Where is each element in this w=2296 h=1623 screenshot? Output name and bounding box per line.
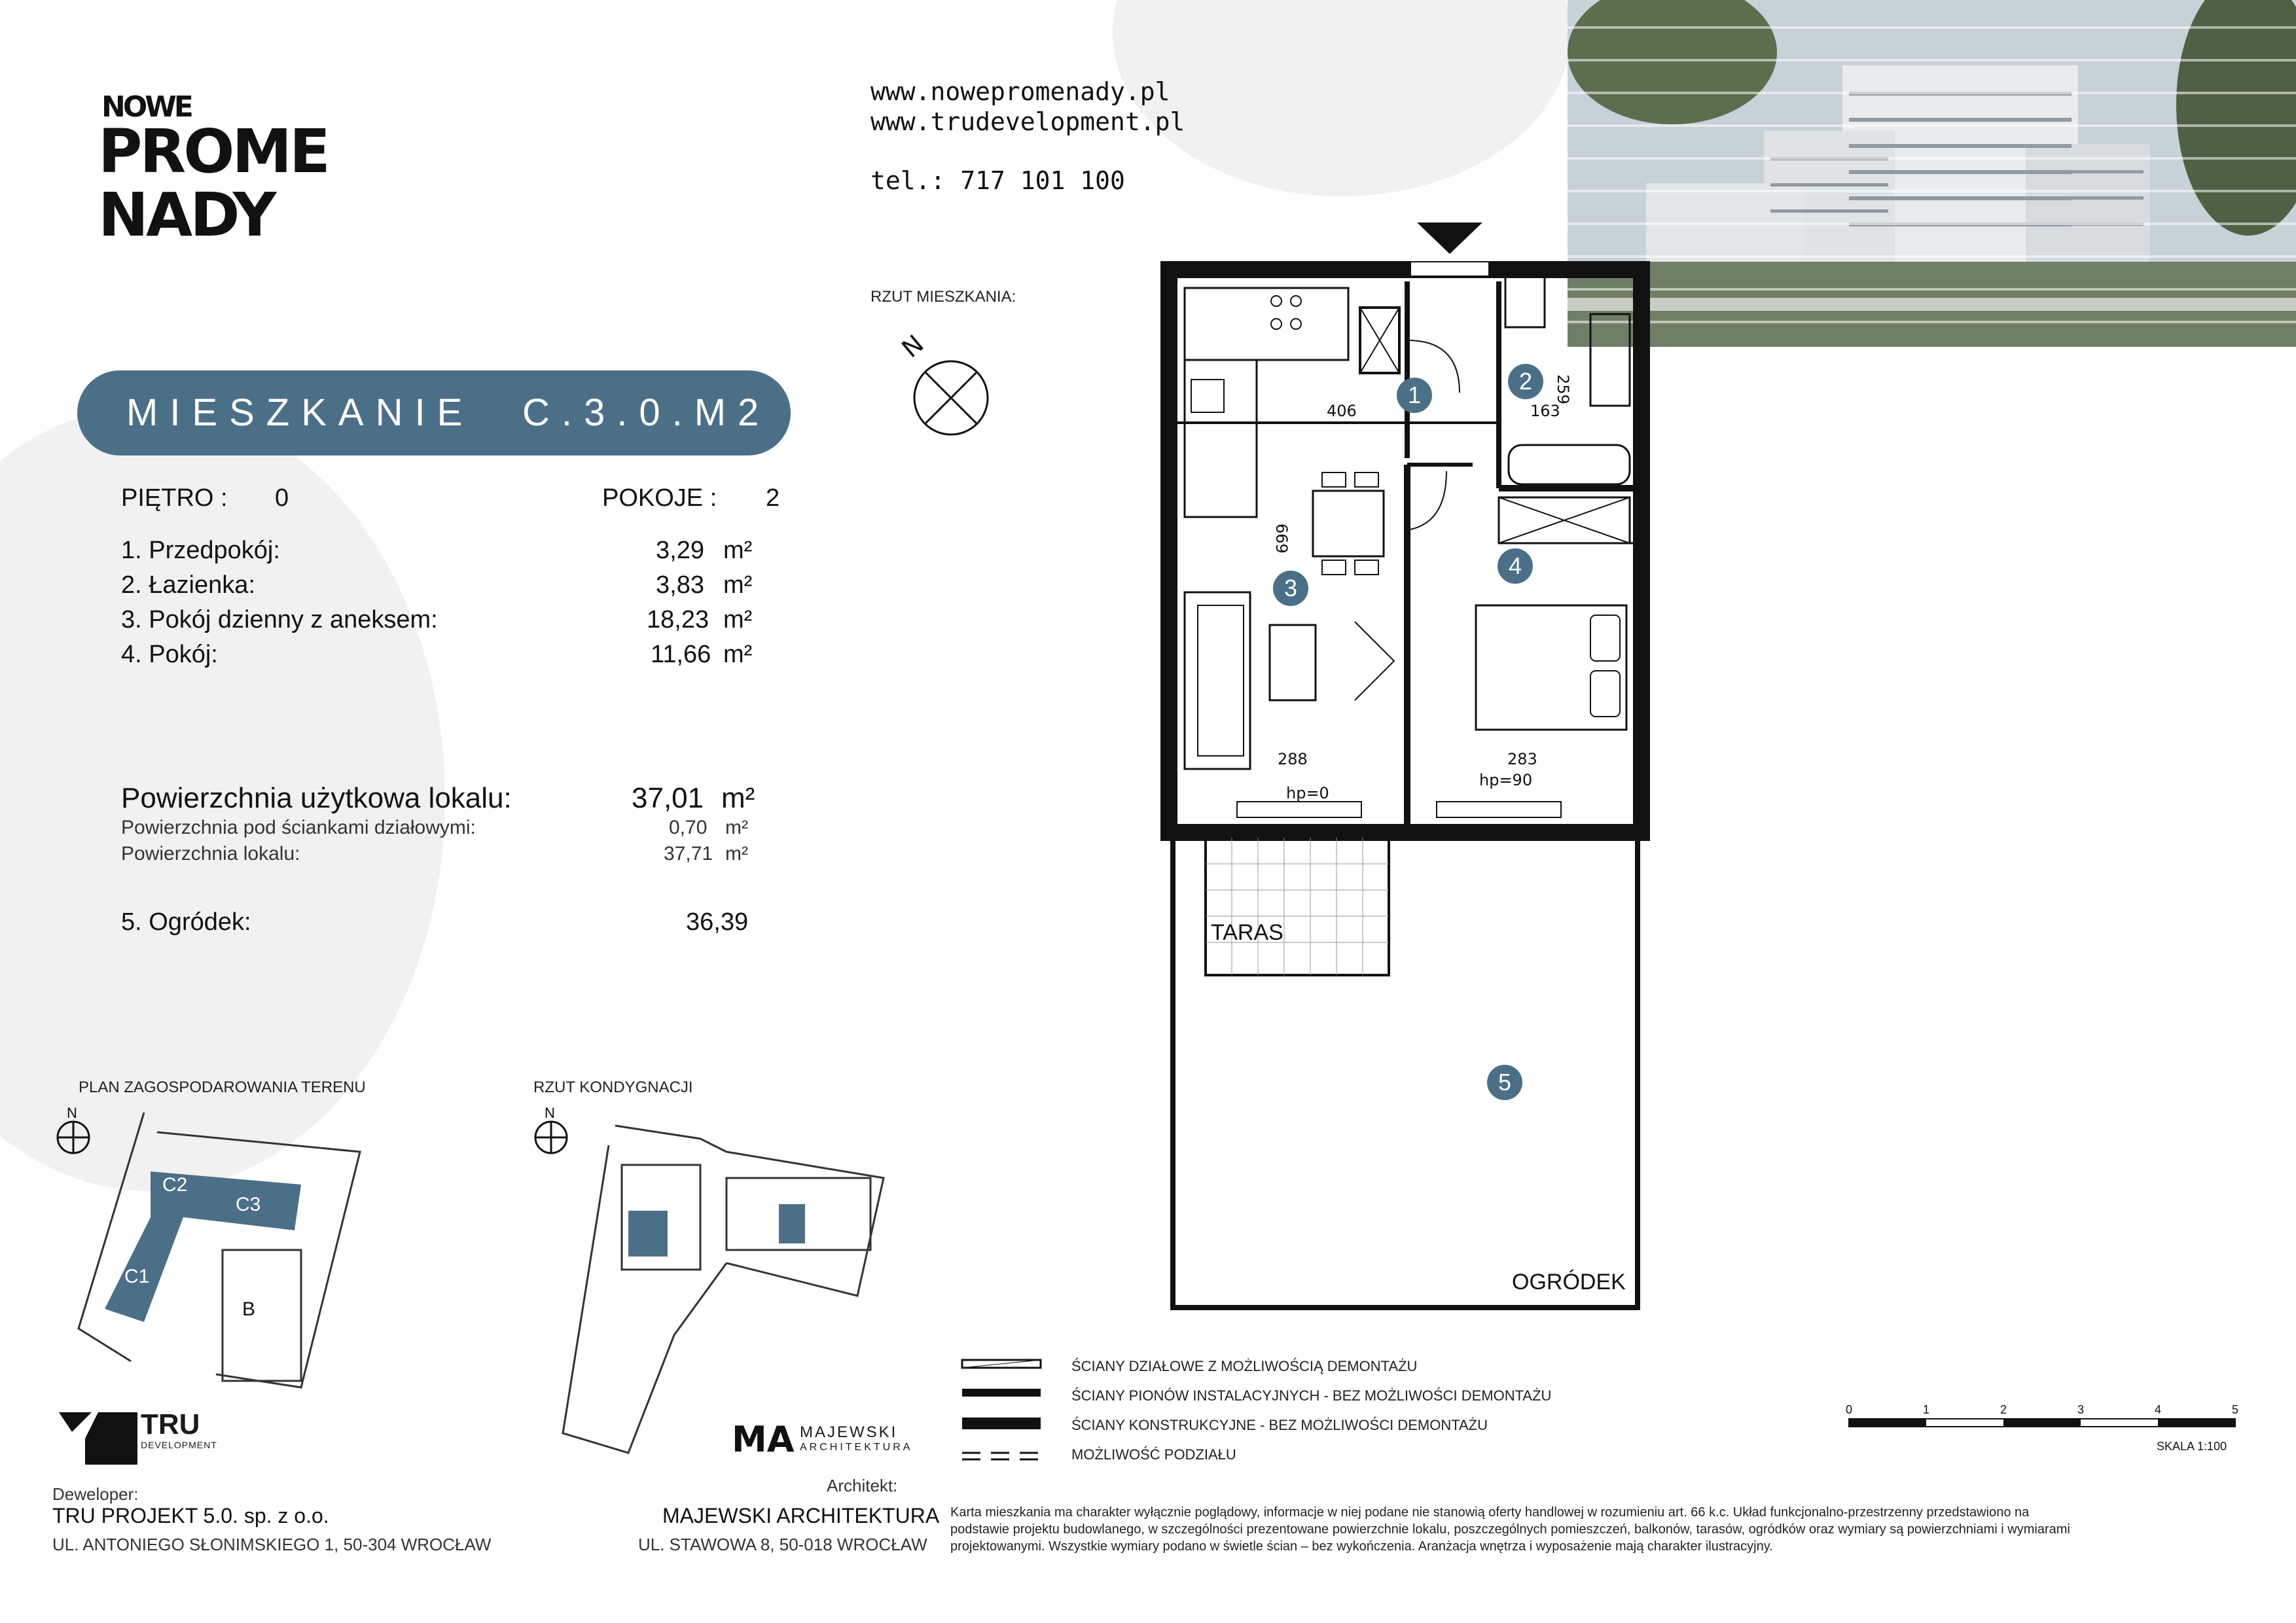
entrance-arrow-icon: [1417, 223, 1482, 255]
room-badge: 2: [1508, 364, 1543, 399]
window-sill-height: hp=90: [1479, 771, 1533, 789]
partition-area-unit: m²: [725, 817, 748, 838]
scale-tick: 3: [2077, 1403, 2085, 1416]
plan-title: RZUT MIESZKANIA:: [870, 288, 1016, 306]
building-render-image: [1568, 0, 2296, 347]
phone-number[interactable]: tel.: 717 101 100: [870, 166, 1125, 195]
room-area: 3,83: [656, 571, 704, 599]
architect-address: UL. STAWOWA 8, 50-018 WROCŁAW: [638, 1535, 927, 1554]
north-letter: N: [545, 1105, 555, 1121]
disclaimer-line: Karta mieszkania ma charakter wyłącznie poglądowy, informacje w niej podane nie stanowią oferty handlowej w rozumieniu art. 66 k.c. Układ funkcjonalno-przestrzenny przedstawiono na: [950, 1505, 2030, 1520]
flat-code: C.3.0.M2: [522, 391, 771, 434]
developer-logo-subtext: DEVELOPMENT: [141, 1440, 217, 1450]
room-area: 11,66: [651, 641, 711, 668]
room-name: 1. Przedpokój:: [121, 537, 280, 564]
building-label: C2: [162, 1174, 188, 1196]
developer-logo-text: TRU: [141, 1408, 200, 1440]
room-area: 18,23: [647, 606, 709, 633]
scale-bar: [1842, 1400, 2248, 1459]
room-unit: m²: [723, 606, 753, 633]
floor-plan: [1158, 262, 1656, 1322]
architect-logo-line1: MAJEWSKI: [800, 1423, 898, 1441]
rooms-count-value: 2: [766, 484, 780, 512]
legend-item: ŚCIANY DZIAŁOWE Z MOŻLIWOŚCIĄ DEMONTAŻU: [1071, 1358, 1418, 1374]
dimension-label: 163: [1530, 402, 1560, 420]
total-area-value: 37,71: [664, 843, 713, 865]
building-label: B: [242, 1298, 256, 1320]
usable-area-label: Powierzchnia użytkowa lokalu:: [121, 782, 512, 814]
rooms-count-label: POKOJE :: [602, 484, 717, 512]
disclaimer-line: podstawie projektu budowlanego, w szczególności prezentowane powierzchnie lokalu, poszczególnych pomieszczeń, balkonów, tarasów, ogródków oraz wymiary są powierzchniami i wymiarami: [950, 1522, 2070, 1537]
dimension-label: 288: [1278, 750, 1308, 768]
scale-tick: 5: [2232, 1403, 2239, 1416]
website-link[interactable]: www.trudevelopment.pl: [870, 107, 1185, 136]
dimension-label: 283: [1507, 750, 1537, 768]
room-unit: m²: [723, 537, 753, 564]
dimension-label: 669: [1272, 524, 1291, 554]
background-shape: [1113, 0, 1571, 196]
dimension-label: 259: [1554, 374, 1572, 404]
room-name: 4. Pokój:: [121, 641, 218, 668]
terrace-label: TARAS: [1211, 920, 1283, 945]
developer-name: TRU PROJEKT 5.0. sp. z o.o.: [52, 1504, 329, 1527]
developer-address: UL. ANTONIEGO SŁONIMSKIEGO 1, 50-304 WROCŁAW: [52, 1535, 492, 1554]
room-unit: m²: [723, 571, 753, 599]
scale-tick: 1: [1923, 1403, 1930, 1416]
garden-area-label: 5. Ogródek:: [121, 908, 251, 936]
architect-label: Architekt:: [827, 1476, 898, 1495]
window-sill-height: hp=0: [1286, 784, 1329, 802]
partition-area-label: Powierzchnia pod ściankami działowymi:: [121, 817, 476, 838]
brand-logo-line3: NADY: [98, 180, 274, 250]
brand-logo-line1: NOWE: [101, 90, 191, 124]
north-letter: N: [896, 329, 929, 364]
room-badge: 5: [1487, 1065, 1522, 1100]
scale-label: SKALA 1:100: [2157, 1440, 2227, 1453]
legend-item: ŚCIANY PIONÓW INSTALACYJNYCH - BEZ MOŻLIWOŚCI DEMONTAŻU: [1071, 1387, 1552, 1404]
scale-tick: 2: [2000, 1403, 2007, 1416]
site-plan-title: PLAN ZAGOSPODAROWANIA TERENU: [79, 1079, 366, 1096]
developer-label: Deweloper:: [52, 1484, 139, 1504]
garden-area-value: 36,39: [686, 908, 749, 936]
disclaimer-line: projektowanymi. Wszystkie wymiary podano w świetle ścian – bez wykończenia. Aranżacja wnętrza i wyposażenie mają charakter ilustracyjny.: [950, 1539, 1773, 1554]
room-badge: 1: [1397, 378, 1432, 413]
room-badge: 3: [1273, 571, 1308, 606]
room-name: 2. Łazienka:: [121, 571, 255, 599]
usable-area-value: 37,01: [632, 782, 704, 814]
legend-item: ŚCIANY KONSTRUKCYJNE - BEZ MOŻLIWOŚCI DEMONTAŻU: [1071, 1417, 1488, 1433]
room-name: 3. Pokój dzienny z aneksem:: [121, 606, 438, 633]
building-render-drawing: [1568, 0, 2296, 347]
website-link[interactable]: www.nowepromenady.pl: [870, 77, 1170, 106]
garden-label: OGRÓDEK: [1512, 1270, 1626, 1294]
flat-title-banner: [77, 370, 791, 455]
room-unit: m²: [723, 641, 753, 668]
dimension-label: 406: [1327, 402, 1357, 420]
scale-tick: 0: [1846, 1403, 1853, 1416]
flat-title: MIESZKANIE: [126, 391, 475, 434]
usable-area-unit: m²: [721, 782, 755, 814]
north-letter: N: [67, 1105, 77, 1121]
total-area-unit: m²: [725, 843, 748, 865]
building-label: C3: [236, 1194, 261, 1215]
architect-name: MAJEWSKI ARCHITEKTURA: [662, 1504, 940, 1527]
legend-item: MOŻLIWOŚĆ PODZIAŁU: [1071, 1446, 1236, 1463]
north-compass-icon: [896, 327, 992, 445]
room-badge: 4: [1498, 548, 1533, 584]
floor-value: 0: [275, 484, 289, 512]
architect-logo-line2: ARCHITEKTURA: [800, 1442, 913, 1453]
architect-logo-mark: MA: [732, 1419, 795, 1460]
floor-label: PIĘTRO :: [121, 484, 228, 512]
tru-logo-mark-icon: [59, 1412, 137, 1465]
site-plan: [52, 1106, 393, 1394]
scale-tick: 4: [2155, 1403, 2162, 1416]
storey-plan: [530, 1106, 897, 1472]
total-area-label: Powierzchnia lokalu:: [121, 843, 300, 865]
storey-plan-title: RZUT KONDYGNACJI: [533, 1079, 693, 1096]
room-area: 3,29: [656, 537, 704, 564]
brand-logo-line2: PROME: [98, 116, 328, 187]
legend-swatches: [959, 1355, 1064, 1472]
partition-area-value: 0,70: [669, 817, 708, 838]
building-label: C1: [124, 1266, 150, 1287]
